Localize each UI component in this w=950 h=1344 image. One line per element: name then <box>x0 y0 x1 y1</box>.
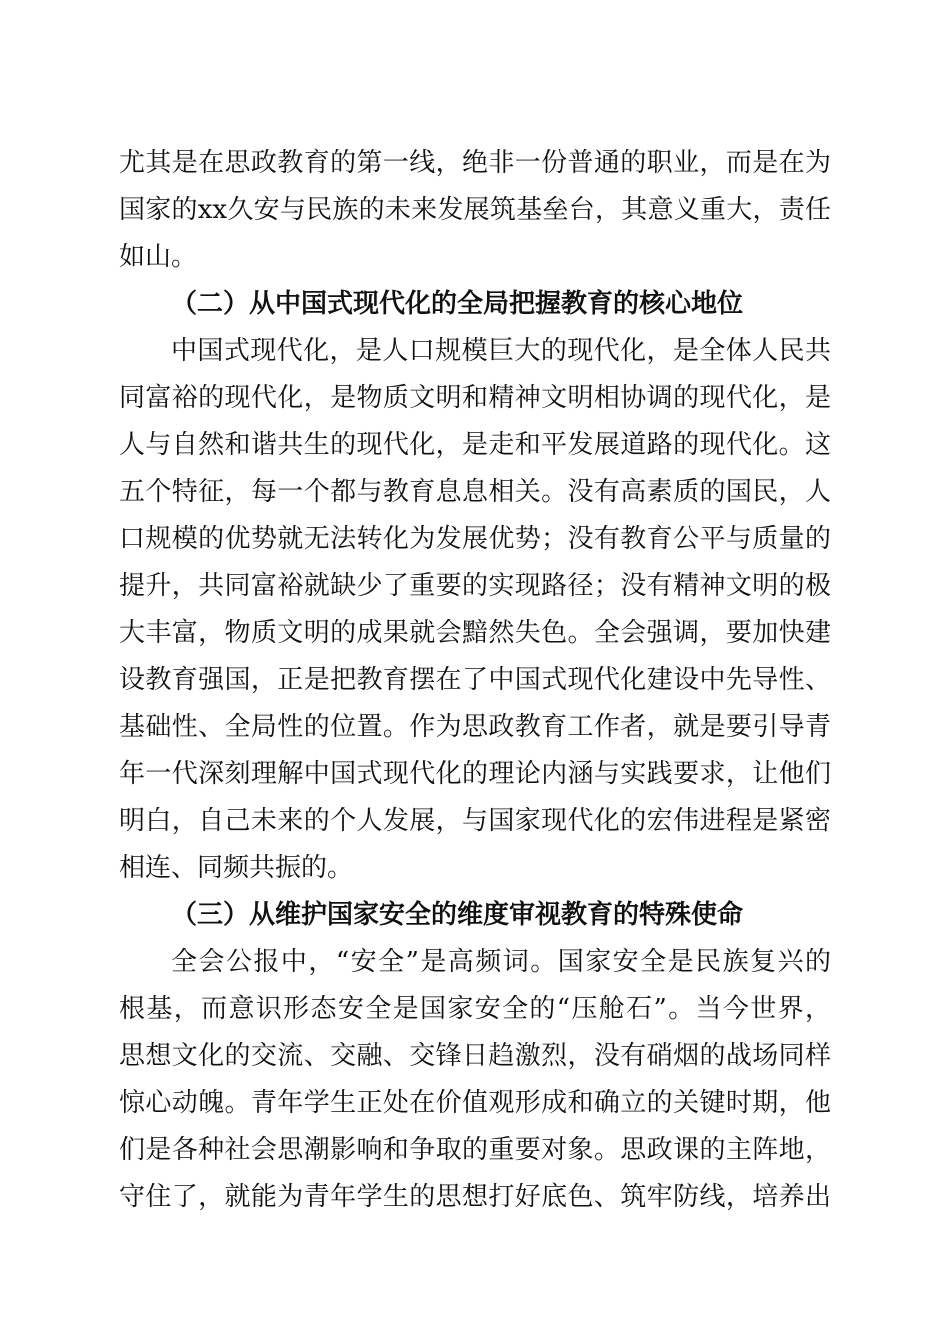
text-line: 基础性、全局性的位置。作为思政教育工作者，就是要引导青 <box>119 712 831 742</box>
text-line: 五个特征，每一个都与教育息息相关。没有高素质的国民，人 <box>119 477 831 507</box>
text-line: 提升，共同富裕就缺少了重要的实现路径；没有精神文明的极 <box>119 571 831 601</box>
text-line: 根基，而意识形态安全是国家安全的“压舱石”。当今世界， <box>119 994 831 1024</box>
text-line: 中国式现代化，是人口规模巨大的现代化，是全体人民共 <box>171 336 831 366</box>
text-line: 惊心动魄。青年学生正处在价值观形成和确立的关键时期，他 <box>119 1088 831 1118</box>
text-line: 设教育强国，正是把教育摆在了中国式现代化建设中先导性、 <box>119 665 831 695</box>
text-line: 相连、同频共振的。 <box>119 853 354 883</box>
text-line: 全会公报中，“安全”是高频词。国家安全是民族复兴的 <box>171 947 831 977</box>
section-heading: （二）从中国式现代化的全局把握教育的核心地位 <box>171 289 744 319</box>
text-line: 口规模的优势就无法转化为发展优势；没有教育公平与质量的 <box>119 524 831 554</box>
text-line: 年一代深刻理解中国式现代化的理论内涵与实践要求，让他们 <box>119 759 831 789</box>
text-line: 国家的xx久安与民族的未来发展筑基垒台，其意义重大，责任 <box>119 195 831 225</box>
text-line: 思想文化的交流、交融、交锋日趋激烈，没有硝烟的战场同样 <box>119 1041 831 1071</box>
text-line: 如山。 <box>119 242 198 272</box>
text-line: 明白，自己未来的个人发展，与国家现代化的宏伟进程是紧密 <box>119 806 831 836</box>
section-heading: （三）从维护国家安全的维度审视教育的特殊使命 <box>171 900 744 930</box>
text-line: 人与自然和谐共生的现代化，是走和平发展道路的现代化。这 <box>119 430 831 460</box>
text-line: 同富裕的现代化，是物质文明和精神文明相协调的现代化，是 <box>119 383 831 413</box>
text-line: 大丰富，物质文明的成果就会黯然失色。全会强调，要加快建 <box>119 618 831 648</box>
text-line: 守住了，就能为青年学生的思想打好底色、筑牢防线，培养出 <box>119 1182 831 1212</box>
text-line: 尤其是在思政教育的第一线，绝非一份普通的职业，而是在为 <box>119 148 831 178</box>
text-line: 们是各种社会思潮影响和争取的重要对象。思政课的主阵地， <box>119 1135 831 1165</box>
